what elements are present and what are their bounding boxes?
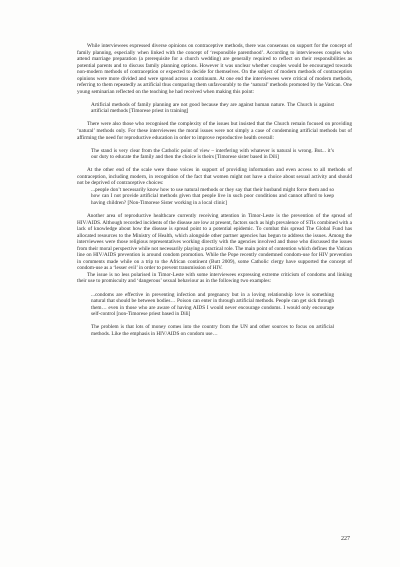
paragraph: At the other end of the scale were those voices in support of providing information and even access to all methods of contraception, including modern, in recognition of the fact that women might not have a choice about sexual activity and should not be deprived of contraceptive choices: (77, 167, 352, 187)
paragraph: Another area of reproductive healthcare currently receiving attention in Timor-Leste is the prevention of the spread of HIV/AIDS. Although recorded incidents of the disease are low at present, factors such as high prevalence of STIs combined with a lack of knowledge about how the disease is spread point to a potential epidemic. To combat this spread The Global Fund has allocated resources to the Ministry of Health, which alongside other partner agencies has begun to address the issues. Among the interviewees were those religious representatives working directly with the agencies involved and those who discussed the issues from their moral perspective while not necessarily playing a practical role. The main point of contention which defines the Vatican line on HIV/AIDS prevention is around condom promotion. While the Pope recently condemned condom-use for HIV prevention in comments made while on a trip to the African continent (Butt 2009), some Catholic clergy have supported the concept of condom-use as a ‘lesser evil’ in order to prevent transmission of HIV. (77, 212, 352, 272)
paragraph: The issue is no less polarised in Timor-Leste with some interviewees expressing extreme criticism of condoms and linking their use to promiscuity and ‘dangerous’ sexual behaviour as in the following two examples: (77, 271, 352, 285)
block-quote: Artificial methods of family planning are not good because they are against human nature. The Church is against artificial methods [Timorese priest in training] (91, 101, 334, 115)
block-quote: The stand is very clear from the Catholic point of view – interfering with whatever is natural is wrong. But... it’s our duty to educate the family and then the choice is theirs [Timorese sister based in Dili] (91, 147, 334, 161)
block-quote: ...people don’t necessarily know how to use natural methods or they say that their husband might force them and so how can I not provide artificial methods given that people live in such poor conditions and cannot afford to keep having children? [Non-Timorese Sister working in a local clinic] (91, 186, 334, 206)
page-number: 227 (341, 536, 350, 542)
block-quote: The problem is that lots of money comes into the country from the UN and other sources to focus on artificial methods. Like the emphasis in HIV/AIDS on condom use… (91, 324, 334, 337)
paragraph: While interviewees expressed diverse opinions on contraceptive methods, there was consensus on support for the concept of family planning, especially when linked with the concept of ‘responsible parenthood’. According to interviewees couples who attend marriage preparation (a prerequisite for a church wedding) are generally required to reflect on their responsibilities as potential parents and to discuss family planning options. However it was unclear whether couples would be encouraged towards non-modern methods of contraception or expected to decide for themselves. On the subject of modern methods of contraception opinions were more divided and were spread across a continuum. At one end the interviewees were critical of modern methods, referring to them repeatedly as artificial thus comparing them unfavourably to the ‘natural’ methods promoted by the Vatican. One young seminarian reflected on the teaching he had received when making this point: (77, 43, 352, 95)
body-text (77, 43, 352, 337)
paragraph: There were also those who recognised the complexity of the issues but insisted that the Church remain focused on providing ‘natural’ methods only. For these interviewees the moral issues were not simply a case of condemning artificial methods but of affirming the need for reproductive education in order to improve reproductive health overall: (77, 121, 352, 141)
block-quote: ...condoms are effective in preventing infection and pregnancy but in a loving relationship love is something natural that should be between bodies… Poison can enter in through artificial methods. People can get sick through them… even in those who are aware of having AIDS I would never encourage condoms. I would only encourage self-control [non-Timorese priest based in Dili] (91, 291, 334, 318)
